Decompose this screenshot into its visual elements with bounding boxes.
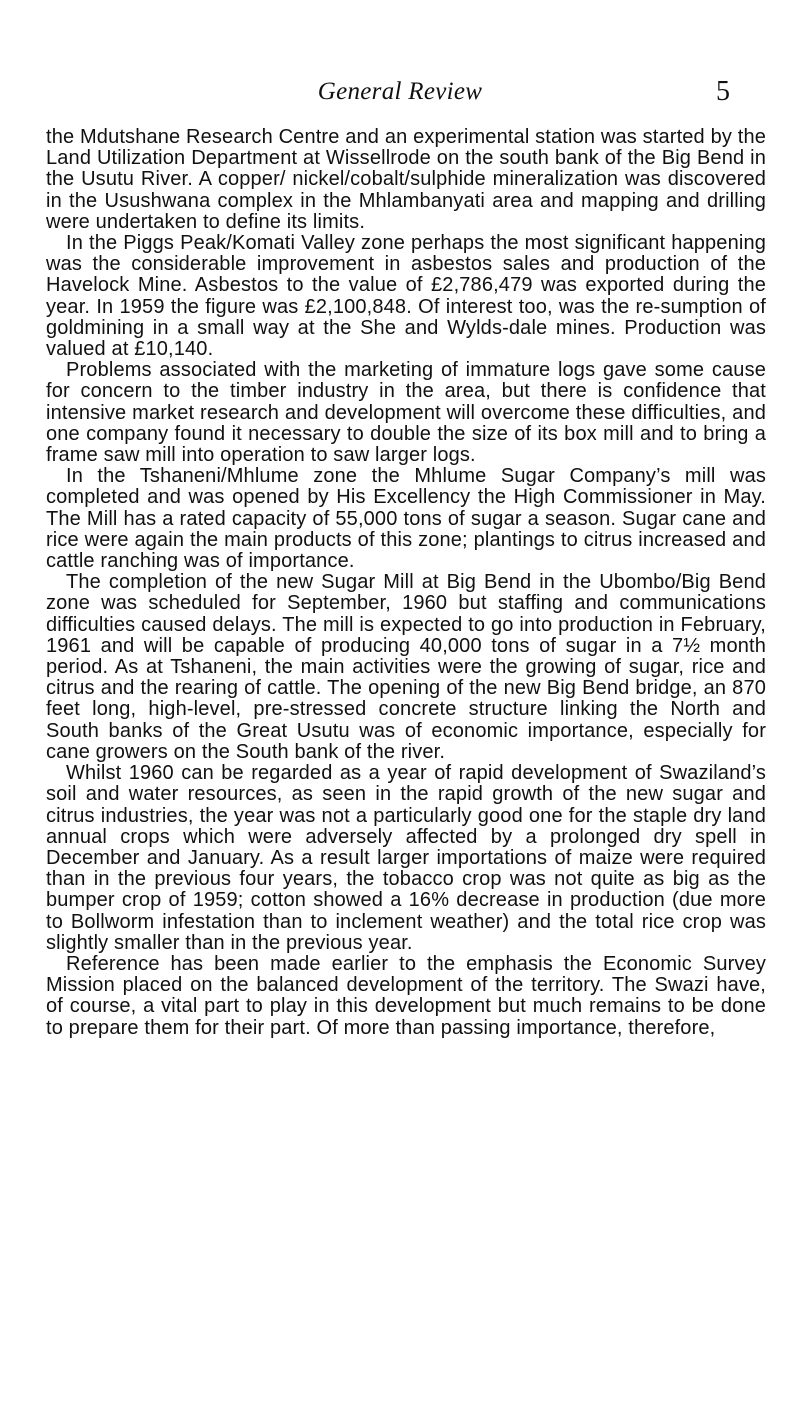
paragraph-piggs-peak: In the Piggs Peak/Komati Valley zone perhaps the most significant happening was the considerable improvement in asbestos sales and production of the Havelock Mine. Asbestos to the value of £2,786,479 was exported during the year. In 1959 the figure was £2,100,848. Of interest too, was the re-sumption of goldmining in a small way at the She and Wylds-dale mines. Production was valued at £10,140.: [46, 232, 766, 361]
page-header: [0, 78, 800, 108]
body-text: [46, 127, 766, 1039]
page-number: 5: [716, 76, 730, 107]
paragraph-dry-land-crops: Whilst 1960 can be regarded as a year of rapid development of Swaziland’s soil and water resources, as seen in the rapid growth of the new sugar and citrus industries, the year was not a particularly good one for the staple dry land annual crops which were adversely affected by a prolonged dry spell in December and January. As a result larger importations of maize were required than in the previous four years, the tobacco crop was not quite as big as the bumper crop of 1959; cotton showed a 16% decrease in production (due more to Bollworm infestation than to inclement weather) and the total rice crop was slightly smaller than in the previous year.: [46, 762, 766, 954]
paragraph-economic-survey: Reference has been made earlier to the emphasis the Economic Survey Mission placed on the balanced development of the territory. The Swazi have, of course, a vital part to play in this development but much remains to be done to prepare them for their part. Of more than passing importance, therefore,: [46, 952, 766, 1039]
running-title: General Review: [317, 78, 483, 105]
paragraph-mdutshane: the Mdutshane Research Centre and an experimental station was started by the Land Utilization Department at Wissellrode on the south bank of the Big Bend in the Usutu River. A copper/ nickel/cobalt/sulphide mineralization was discovered in the Usushwana complex in the Mhlambanyati area and mapping and drilling were undertaken to define its limits.: [46, 126, 766, 233]
paragraph-timber: Problems associated with the marketing of immature logs gave some cause for concern to the timber industry in the area, but there is confidence that intensive market research and development will overcome these difficulties, and one company found it necessary to double the size of its box mill and to bring a frame saw mill into operation to saw larger logs.: [46, 359, 766, 467]
paragraph-big-bend: The completion of the new Sugar Mill at Big Bend in the Ubombo/Big Bend zone was scheduled for September, 1960 but staffing and communications difficulties caused delays. The mill is expected to go into production in February, 1961 and will be capable of producing 40,000 tons of sugar in a 7½ month period. As at Tshaneni, the main activities were the growing of sugar, rice and citrus and the rearing of cattle. The opening of the new Big Bend bridge, an 870 feet long, high-level, pre-stressed concrete structure linking the North and South banks of the Great Usutu was of economic importance, especially for cane growers on the South bank of the river.: [46, 571, 766, 763]
paragraph-tshaneni: In the Tshaneni/Mhlume zone the Mhlume Sugar Company’s mill was completed and was opened by His Excellency the High Commissioner in May. The Mill has a rated capacity of 55,000 tons of sugar a season. Sugar cane and rice were again the main products of this zone; plantings to citrus increased and cattle ranching was of importance.: [46, 465, 766, 573]
